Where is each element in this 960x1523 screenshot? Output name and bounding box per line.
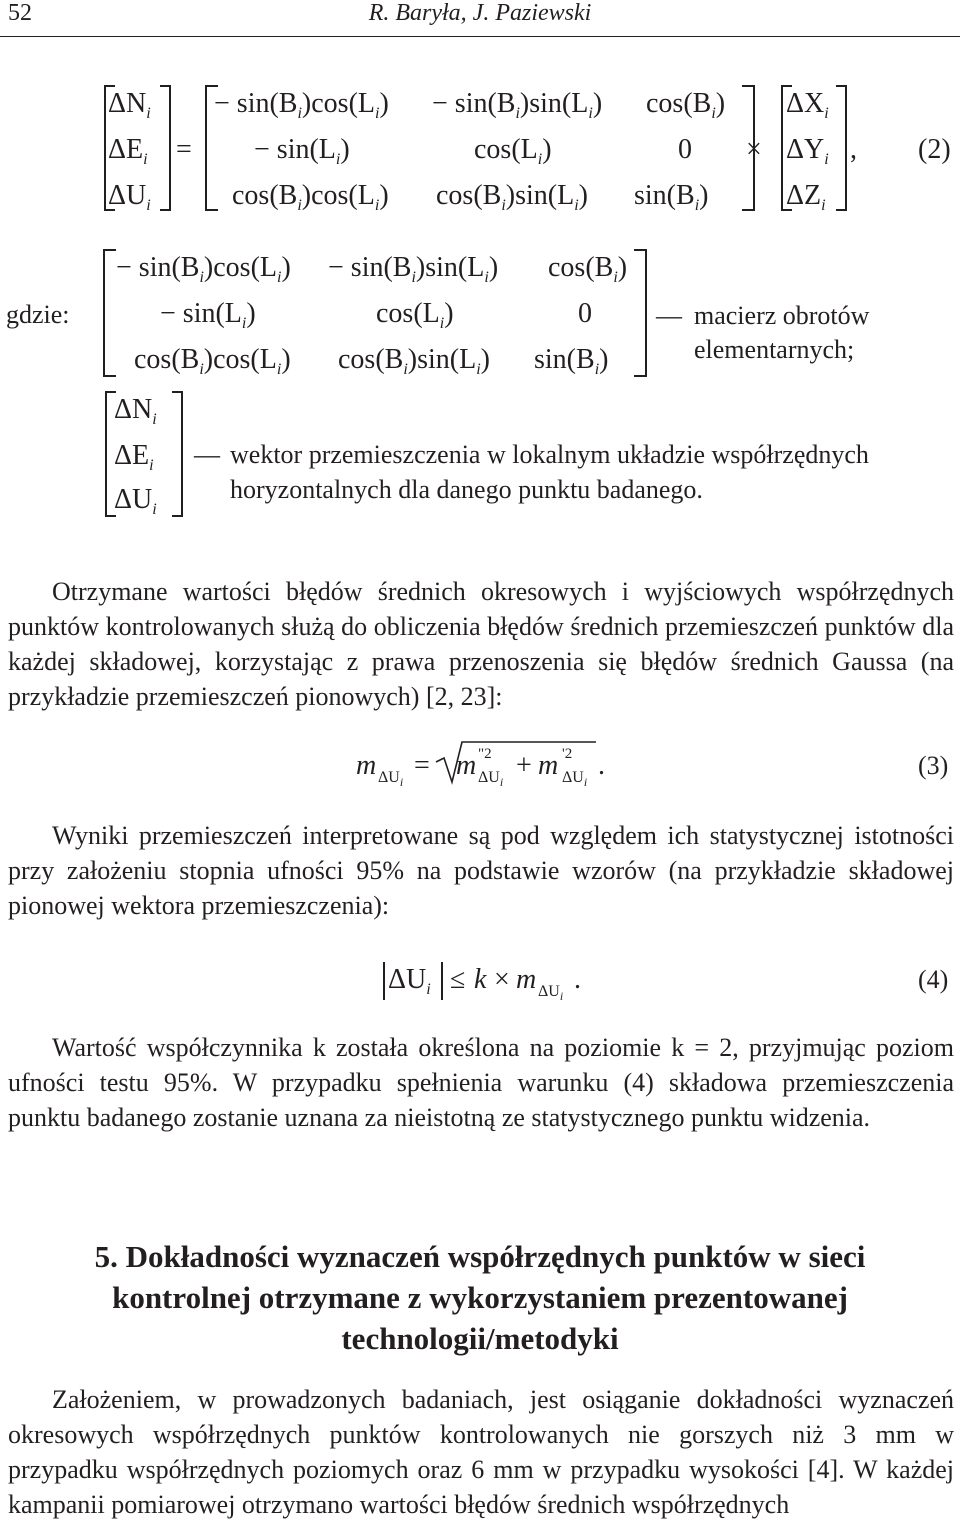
- eq3-sup2: '2: [562, 746, 573, 762]
- eq2-comma: ,: [850, 134, 857, 165]
- eq3-sub1: $\Delta U_i$: [478, 769, 504, 789]
- eq3-equals: =: [414, 750, 430, 781]
- eq3-plus: +: [516, 750, 532, 781]
- lhs-bracket-right: [160, 86, 170, 210]
- d-r3-c1: $\cos(B_i)\cos(L_i)$: [134, 344, 291, 378]
- def-matrix-bracket-right: [634, 250, 646, 376]
- eq3-period: .: [598, 750, 605, 781]
- def-dE: $\Delta E_i$: [114, 440, 154, 474]
- def-dN: $\Delta N_i$: [114, 394, 157, 428]
- where-label: gdzie:: [6, 300, 70, 329]
- eq4-k: k: [474, 964, 487, 995]
- equation-4: [384, 962, 948, 1003]
- eq3-m: m: [356, 750, 377, 781]
- d-r3-c2: $\cos(B_i)\sin(L_i)$: [338, 344, 490, 378]
- paragraph-3: Wartość współczynnika k została określona na poziomie k = 2, przyjmując poziom ufności testu 95%. W przypadku spełnienia warunku (4) składowa przemieszczenia punktu badanego zostanie uznana za nieistotną ze statystycznego punktu widzenia.: [8, 1033, 954, 1132]
- def-matrix-bracket-left: [104, 250, 116, 376]
- matrix-desc-line1: macierz obrotów: [694, 301, 870, 330]
- vector-desc-dash: —: [194, 440, 220, 469]
- rhs-dZ: $\Delta Z_i$: [786, 180, 826, 214]
- eq3-sub2: $\Delta U_i$: [562, 769, 588, 789]
- m-r2-c2: $\cos(L_i)$: [474, 134, 552, 168]
- section-heading-line1: 5. Dokładności wyznaczeń współrzędnych punktów w sieci: [94, 1239, 866, 1274]
- eq4-leq: ≤: [450, 964, 466, 995]
- m-r2-c3: 0: [678, 134, 692, 165]
- eq2-equals: =: [176, 134, 192, 165]
- equation-2: [105, 86, 951, 214]
- page-number: 52: [8, 0, 32, 26]
- m-r2-c1: − $\sin(L_i)$: [254, 134, 350, 168]
- def-vector-bracket-right: [172, 392, 182, 516]
- eq2-number: (2): [918, 134, 951, 165]
- lhs-dE: $\Delta E_i$: [108, 134, 148, 168]
- d-r2-c1: − $\sin(L_i)$: [160, 298, 256, 332]
- eq4-number: (4): [918, 965, 949, 994]
- eq2-times: ×: [746, 134, 762, 165]
- eq4-m: m: [516, 964, 537, 995]
- vector-desc-line2: horyzontalnych dla danego punktu badanego.: [230, 475, 703, 504]
- m-r1-c1: − $\sin(B_i)\cos(L_i)$: [214, 88, 389, 122]
- eq4-lhs: $\Delta U_i$: [388, 964, 431, 998]
- where-block: [6, 250, 870, 518]
- eq4-period: .: [574, 964, 581, 995]
- eq3-m2: m: [538, 750, 559, 781]
- vector-desc-line1: wektor przemieszczenia w lokalnym układzie współrzędnych: [230, 440, 869, 469]
- m-r1-c2: − $\sin(B_i)\sin(L_i)$: [432, 88, 603, 122]
- eq3-sub: $\Delta U_i$: [378, 769, 404, 789]
- matrix-desc-dash: —: [656, 301, 682, 330]
- d-r1-c1: − $\sin(B_i)\cos(L_i)$: [116, 252, 291, 286]
- def-dU: $\Delta U_i$: [114, 484, 157, 518]
- rhs-dY: $\Delta Y_i$: [786, 134, 829, 168]
- m-r3-c3: $\sin(B_i)$: [634, 180, 709, 214]
- lhs-dU: $\Delta U_i$: [108, 180, 151, 214]
- running-title: R. Baryła, J. Paziewski: [368, 0, 592, 26]
- m-r3-c2: $\cos(B_i)\sin(L_i)$: [436, 180, 588, 214]
- d-r1-c3: $\cos(B_i)$: [548, 252, 628, 286]
- section-heading-line3: technologii/metodyki: [341, 1321, 619, 1356]
- section-heading: [0, 1236, 960, 1359]
- eq3-number: (3): [918, 751, 949, 780]
- paragraph-1: Otrzymane wartości błędów średnich okresowych i wyjściowych współrzędnych punktów kontrolowanych służą do obliczenia błędów średnich przemieszczeń punktów dla każdej składowej, korzystając z prawa przenoszenia się błędów średnich Gaussa (na przykładzie przemieszczeń pionowych) [2, 23]:: [8, 577, 954, 711]
- section-heading-line2: kontrolnej otrzymane z wykorzystaniem prezentowanej: [112, 1280, 848, 1315]
- rhs-bracket-right: [836, 86, 846, 210]
- paragraph-4: Założeniem, w prowadzonych badaniach, jest osiąganie dokładności wyznaczeń okresowych współrzędnych punktów kontrolowanych nie gorszych niż 3 mm w przypadku współrzędnych poziomych oraz 6 mm w przypadku wysokości [4]. W każdej kampanii pomiarowej otrzymano wartości błędów średnich współrzędnych: [8, 1385, 954, 1519]
- eq3-m1: m: [456, 750, 477, 781]
- lhs-dN: $\Delta N_i$: [108, 88, 151, 122]
- paragraph-2: Wyniki przemieszczeń interpretowane są pod względem ich statystycznej istotności przy założeniu stopnia ufności 95% na podstawie wzorów (na przykładzie składowej pionowej wektora przemieszczenia):: [8, 821, 954, 920]
- d-r2-c3: 0: [578, 298, 592, 329]
- d-r2-c2: $\cos(L_i)$: [376, 298, 454, 332]
- m-r3-c1: $\cos(B_i)\cos(L_i)$: [232, 180, 389, 214]
- eq4-times: ×: [494, 964, 510, 995]
- d-r3-c3: $\sin(B_i)$: [534, 344, 609, 378]
- rhs-dX: $\Delta X_i$: [786, 88, 829, 122]
- matrix-desc-line2: elementarnych;: [694, 335, 855, 364]
- eq4-sub: $\Delta U_i$: [538, 983, 564, 1003]
- m-r1-c3: $\cos(B_i)$: [646, 88, 726, 122]
- d-r1-c2: − $\sin(B_i)\sin(L_i)$: [328, 252, 499, 286]
- equation-3: [356, 742, 948, 789]
- eq3-sup1: "2: [478, 746, 492, 762]
